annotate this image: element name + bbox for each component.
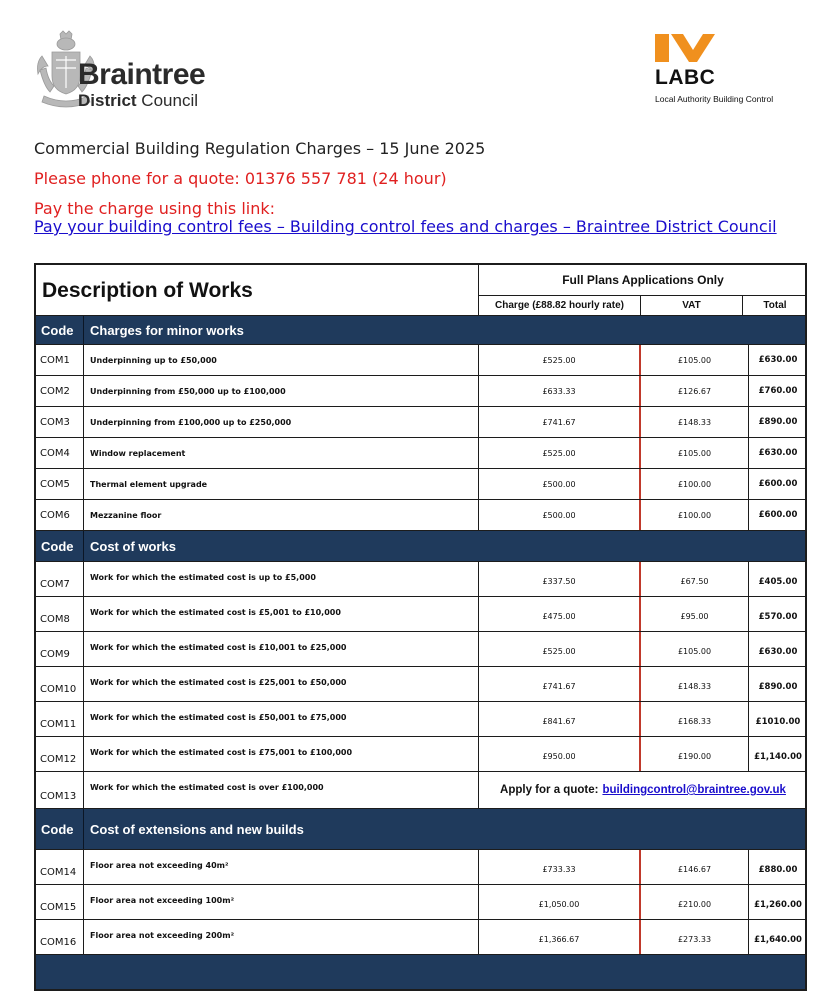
row-vat: £273.33 — [641, 920, 749, 954]
row-charge: £525.00 — [479, 632, 641, 666]
row-total: £405.00 — [758, 577, 798, 587]
row-vat: £100.00 — [641, 469, 749, 499]
description-heading: Description of Works — [42, 279, 253, 302]
row-total: £1,140.00 — [754, 752, 802, 762]
section-title: Charges for minor works — [90, 322, 244, 338]
row-description: Work for which the estimated cost is £5,001 to £10,000 — [84, 597, 479, 631]
row-total: £890.00 — [758, 682, 798, 692]
table-row — [36, 407, 805, 438]
labc-subtitle: Local Authority Building Control — [655, 94, 774, 104]
charges-table — [34, 263, 807, 991]
row-description: Underpinning up to £50,000 — [84, 345, 479, 375]
table-row — [36, 500, 805, 531]
pay-fees-link[interactable]: Pay your building control fees – Building control fees and charges – Braintree District Council — [34, 217, 777, 236]
table-row — [36, 632, 805, 667]
row-charge: £500.00 — [479, 500, 641, 530]
table-row — [36, 562, 805, 597]
row-code: COM12 — [36, 737, 84, 771]
row-description: Floor area not exceeding 200m² — [84, 920, 479, 954]
row-total: £760.00 — [758, 386, 798, 396]
row-description: Work for which the estimated cost is £10,001 to £25,000 — [84, 632, 479, 666]
row-description: Work for which the estimated cost is £50,001 to £75,000 — [84, 702, 479, 736]
row-vat: £210.00 — [641, 885, 749, 919]
row-description: Window replacement — [84, 438, 479, 468]
row-description: Thermal element upgrade — [84, 469, 479, 499]
section-header-cost-of-works — [36, 531, 805, 562]
row-charge: £633.33 — [479, 376, 641, 406]
row-charge: £950.00 — [479, 737, 641, 771]
table-row — [36, 885, 805, 920]
row-charge: £1,366.67 — [479, 920, 641, 954]
column-header-total: Total — [763, 300, 787, 311]
row-code: COM6 — [36, 500, 84, 530]
column-header-charge: Charge (£88.82 hourly rate) — [479, 296, 641, 315]
row-charge: £1,050.00 — [479, 885, 641, 919]
row-code: COM3 — [36, 407, 84, 437]
table-row — [36, 850, 805, 885]
table-row — [36, 920, 805, 955]
row-total: £630.00 — [758, 355, 798, 365]
council-name-district: District Council — [78, 91, 198, 110]
quote-label: Apply for a quote: — [500, 784, 599, 796]
labc-logo — [653, 32, 803, 112]
row-total: £890.00 — [758, 417, 798, 427]
table-row — [36, 597, 805, 632]
table-row — [36, 737, 805, 772]
council-name-braintree: Braintree — [78, 58, 206, 91]
braintree-council-logo — [34, 30, 234, 112]
row-charge: £741.67 — [479, 407, 641, 437]
row-code: COM10 — [36, 667, 84, 701]
labc-wordmark: LABC — [655, 66, 716, 89]
row-description: Work for which the estimated cost is over £100,000 — [84, 772, 479, 808]
row-total: £880.00 — [758, 865, 798, 875]
row-code: COM13 — [36, 772, 84, 808]
row-description: Work for which the estimated cost is £25,001 to £50,000 — [84, 667, 479, 701]
row-description: Underpinning from £100,000 up to £250,000 — [84, 407, 479, 437]
phone-notice: Please phone for a quote: 01376 557 781 (24 hour) — [34, 169, 447, 188]
row-code: COM16 — [36, 920, 84, 954]
row-total: £600.00 — [758, 510, 798, 520]
labc-roof-icon — [655, 32, 715, 66]
pay-instruction: Pay the charge using this link: — [34, 199, 276, 218]
quote-email-link[interactable]: buildingcontrol@braintree.gov.uk — [602, 784, 786, 796]
row-code: COM15 — [36, 885, 84, 919]
row-vat: £148.33 — [641, 667, 749, 701]
row-code: COM14 — [36, 850, 84, 884]
section-title: Cost of works — [90, 538, 176, 554]
row-code: COM7 — [36, 562, 84, 596]
row-vat: £168.33 — [641, 702, 749, 736]
row-charge: £475.00 — [479, 597, 641, 631]
quote-cell — [479, 772, 807, 808]
section-header-extensions — [36, 809, 805, 850]
row-vat: £67.50 — [641, 562, 749, 596]
row-description: Work for which the estimated cost is £75,001 to £100,000 — [84, 737, 479, 771]
page-title: Commercial Building Regulation Charges – 15 June 2025 — [34, 139, 486, 158]
row-charge: £733.33 — [479, 850, 641, 884]
row-code: COM2 — [36, 376, 84, 406]
table-row — [36, 376, 805, 407]
row-description: Floor area not exceeding 100m² — [84, 885, 479, 919]
row-vat: £95.00 — [641, 597, 749, 631]
table-row-quote — [36, 772, 805, 809]
row-vat: £100.00 — [641, 500, 749, 530]
row-total: £630.00 — [758, 448, 798, 458]
row-charge: £500.00 — [479, 469, 641, 499]
row-vat: £105.00 — [641, 632, 749, 666]
section-code-label: Code — [36, 809, 84, 849]
row-description: Mezzanine floor — [84, 500, 479, 530]
table-row — [36, 438, 805, 469]
row-vat: £126.67 — [641, 376, 749, 406]
row-description: Work for which the estimated cost is up to £5,000 — [84, 562, 479, 596]
row-description: Floor area not exceeding 40m² — [84, 850, 479, 884]
row-total: £570.00 — [758, 612, 798, 622]
row-vat: £146.67 — [641, 850, 749, 884]
row-code: COM9 — [36, 632, 84, 666]
row-code: COM8 — [36, 597, 84, 631]
section-code-label: Code — [36, 316, 84, 344]
full-plans-heading: Full Plans Applications Only — [479, 265, 807, 296]
row-code: COM11 — [36, 702, 84, 736]
row-charge: £741.67 — [479, 667, 641, 701]
row-charge: £337.50 — [479, 562, 641, 596]
section-header-minor-works — [36, 316, 805, 345]
section-title: Cost of extensions and new builds — [90, 821, 304, 837]
row-total: £600.00 — [758, 479, 798, 489]
table-footer-bar — [36, 955, 805, 989]
row-code: COM4 — [36, 438, 84, 468]
section-code-label: Code — [36, 531, 84, 561]
table-header — [36, 265, 805, 316]
row-description: Underpinning from £50,000 up to £100,000 — [84, 376, 479, 406]
column-header-vat: VAT — [641, 296, 743, 315]
table-row — [36, 345, 805, 376]
row-charge: £525.00 — [479, 438, 641, 468]
row-total: £1,260.00 — [754, 900, 802, 910]
row-total: £1010.00 — [755, 717, 801, 727]
row-vat: £105.00 — [641, 438, 749, 468]
row-charge: £525.00 — [479, 345, 641, 375]
row-vat: £148.33 — [641, 407, 749, 437]
row-vat: £190.00 — [641, 737, 749, 771]
row-total: £630.00 — [758, 647, 798, 657]
row-vat: £105.00 — [641, 345, 749, 375]
row-charge: £841.67 — [479, 702, 641, 736]
row-code: COM5 — [36, 469, 84, 499]
table-row — [36, 469, 805, 500]
table-row — [36, 702, 805, 737]
table-row — [36, 667, 805, 702]
row-total: £1,640.00 — [754, 935, 802, 945]
description-heading-cell — [36, 265, 479, 315]
row-code: COM1 — [36, 345, 84, 375]
